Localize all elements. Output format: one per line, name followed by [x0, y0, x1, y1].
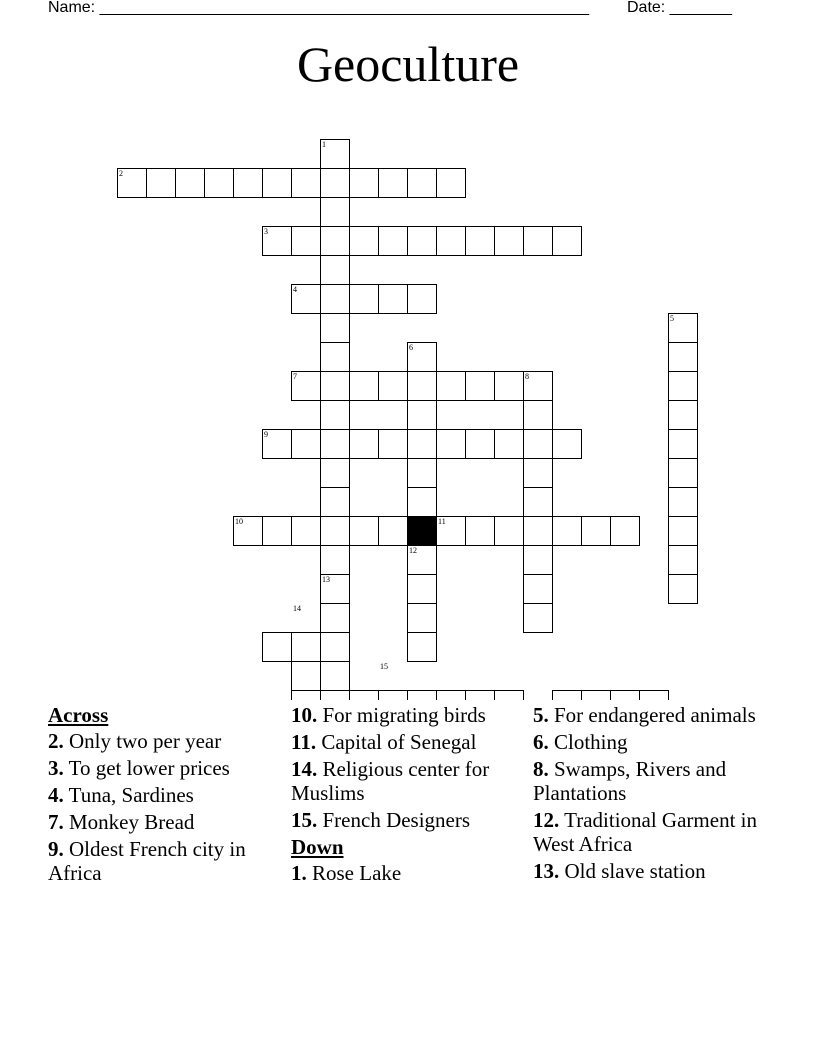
grid-cell[interactable] — [263, 169, 292, 198]
clue-across-3: 3. To get lower prices — [48, 756, 230, 780]
grid-cell[interactable] — [524, 227, 553, 256]
grid-cell[interactable] — [466, 517, 495, 546]
grid-cell[interactable] — [321, 343, 350, 372]
grid-cell[interactable] — [379, 285, 408, 314]
grid-cell[interactable] — [379, 227, 408, 256]
grid-cell[interactable] — [640, 691, 669, 701]
clue-down-5: 5. For endangered animals — [533, 703, 756, 727]
down-heading: Down — [291, 835, 344, 859]
grid-cell[interactable] — [466, 372, 495, 401]
clue-down-8: 8. Swamps, Rivers and Plantations — [533, 757, 727, 805]
grid-cell[interactable] — [350, 691, 379, 701]
clue-across-7: 7. Monkey Bread — [48, 810, 195, 834]
grid-cell[interactable] — [408, 372, 437, 401]
grid-cell[interactable] — [379, 430, 408, 459]
grid-cell[interactable] — [263, 633, 292, 662]
grid-cell[interactable] — [553, 517, 582, 546]
grid-cell[interactable] — [321, 314, 350, 343]
clue-down-12: 12. Traditional Garment in West Africa — [533, 808, 757, 856]
grid-cell[interactable] — [669, 401, 698, 430]
grid-cell[interactable] — [321, 430, 350, 459]
name-field[interactable]: Name: _______________________________________________________ — [48, 0, 589, 16]
clues-column-2 — [291, 703, 516, 888]
grid-cell[interactable] — [495, 691, 524, 701]
clues-column-1 — [48, 703, 248, 888]
clue-number-6: 6 — [409, 343, 413, 352]
clue-number-13: 13 — [322, 575, 330, 584]
grid-cell[interactable] — [524, 401, 553, 430]
grid-cell[interactable] — [321, 633, 350, 662]
grid-cell[interactable] — [350, 227, 379, 256]
grid-cell[interactable] — [205, 169, 234, 198]
grid-cell[interactable] — [379, 691, 408, 701]
grid-cell[interactable] — [669, 459, 698, 488]
clue-across-11: 11. Capital of Senegal — [291, 730, 477, 754]
grid-cell[interactable] — [408, 169, 437, 198]
grid-cell[interactable] — [321, 256, 350, 285]
grid-cell[interactable] — [147, 169, 176, 198]
date-field[interactable]: Date: _______ — [627, 0, 732, 16]
clue-number-7: 7 — [293, 372, 297, 381]
grid-cell[interactable] — [669, 546, 698, 575]
clue-number-4: 4 — [293, 285, 297, 294]
grid-cell[interactable] — [495, 430, 524, 459]
grid-cell[interactable] — [669, 575, 698, 604]
grid-cell[interactable] — [524, 517, 553, 546]
grid-cell[interactable] — [582, 517, 611, 546]
grid-cell[interactable] — [321, 372, 350, 401]
grid-cell[interactable] — [437, 372, 466, 401]
grid-cell[interactable] — [321, 198, 350, 227]
grid-cell[interactable] — [524, 430, 553, 459]
grid-cell[interactable] — [350, 372, 379, 401]
grid-cell[interactable] — [437, 691, 466, 701]
grid-cell[interactable] — [321, 401, 350, 430]
grid-cell[interactable] — [582, 691, 611, 701]
grid-cell[interactable] — [408, 575, 437, 604]
grid-cell[interactable] — [321, 546, 350, 575]
grid-cell[interactable] — [350, 169, 379, 198]
grid-cell[interactable] — [292, 430, 321, 459]
grid-cell[interactable] — [495, 517, 524, 546]
grid-cell[interactable] — [379, 517, 408, 546]
clue-across-2: 2. Only two per year — [48, 729, 222, 753]
black-cell — [408, 517, 437, 546]
clues-column-3 — [533, 703, 758, 886]
grid-cell[interactable] — [292, 169, 321, 198]
grid-cell[interactable] — [524, 575, 553, 604]
grid-cell[interactable] — [669, 372, 698, 401]
grid-cell[interactable] — [495, 227, 524, 256]
grid-cell[interactable] — [292, 662, 321, 691]
grid-cell[interactable] — [524, 604, 553, 633]
grid-cell[interactable] — [669, 517, 698, 546]
grid-cell[interactable] — [466, 430, 495, 459]
grid-cell[interactable] — [408, 488, 437, 517]
grid-cell[interactable] — [379, 169, 408, 198]
clue-down-6: 6. Clothing — [533, 730, 628, 754]
grid-cell[interactable] — [466, 227, 495, 256]
clue-number-14: 14 — [293, 604, 301, 613]
grid-cell[interactable] — [611, 517, 640, 546]
clue-down-1: 1. Rose Lake — [291, 861, 402, 885]
clue-number-11: 11 — [438, 517, 446, 526]
clue-number-5: 5 — [670, 314, 674, 323]
clue-number-10: 10 — [235, 517, 243, 526]
grid-cell[interactable] — [408, 401, 437, 430]
grid-cell[interactable] — [669, 343, 698, 372]
clue-number-15: 15 — [380, 662, 388, 671]
grid-cell[interactable] — [321, 517, 350, 546]
clue-number-8: 8 — [525, 372, 529, 381]
grid-cell[interactable] — [408, 227, 437, 256]
grid-cell[interactable] — [611, 691, 640, 701]
grid-cell[interactable] — [350, 517, 379, 546]
grid-cell[interactable] — [437, 430, 466, 459]
grid-cell[interactable] — [292, 517, 321, 546]
grid-cell[interactable] — [669, 488, 698, 517]
grid-cell[interactable] — [350, 430, 379, 459]
clue-number-3: 3 — [264, 227, 268, 236]
grid-cell[interactable] — [553, 227, 582, 256]
clue-across-9: 9. Oldest French city in Africa — [48, 837, 246, 885]
clue-across-4: 4. Tuna, Sardines — [48, 783, 194, 807]
grid-cell[interactable] — [379, 372, 408, 401]
puzzle-title: Geoculture — [296, 36, 520, 92]
grid-cell[interactable] — [321, 285, 350, 314]
grid-cell[interactable] — [524, 546, 553, 575]
clue-number-9: 9 — [264, 430, 268, 439]
across-heading: Across — [48, 703, 109, 727]
grid-cell[interactable] — [234, 169, 263, 198]
grid-cell[interactable] — [408, 459, 437, 488]
clue-down-13: 13. Old slave station — [533, 859, 706, 883]
grid-cell[interactable] — [321, 459, 350, 488]
clue-number-12: 12 — [409, 546, 417, 555]
grid-cell[interactable] — [669, 430, 698, 459]
grid-cell[interactable] — [263, 517, 292, 546]
grid-cell[interactable] — [524, 459, 553, 488]
grid-cell[interactable] — [176, 169, 205, 198]
clue-number-2: 2 — [119, 169, 123, 178]
grid-cell[interactable] — [553, 430, 582, 459]
grid-cell[interactable] — [495, 372, 524, 401]
grid-cell[interactable] — [350, 285, 379, 314]
clue-across-10: 10. For migrating birds — [291, 703, 486, 727]
grid-cell[interactable] — [321, 662, 350, 691]
grid-cell[interactable] — [408, 285, 437, 314]
grid-cell[interactable] — [321, 691, 350, 701]
grid-cell[interactable] — [321, 227, 350, 256]
grid-cell[interactable] — [321, 169, 350, 198]
grid-cell[interactable] — [524, 488, 553, 517]
grid-cell[interactable] — [437, 169, 466, 198]
grid-cell[interactable] — [321, 604, 350, 633]
grid-cell[interactable] — [292, 633, 321, 662]
clue-across-15: 15. French Designers — [291, 808, 471, 832]
grid-cell[interactable] — [466, 691, 495, 701]
grid-cell[interactable] — [408, 430, 437, 459]
grid-cell[interactable] — [553, 691, 582, 701]
grid-cell[interactable] — [292, 691, 321, 701]
grid-cell[interactable] — [408, 604, 437, 633]
grid-cell[interactable] — [408, 633, 437, 662]
grid-cell[interactable] — [321, 488, 350, 517]
grid-cell[interactable] — [292, 227, 321, 256]
clue-across-14: 14. Religious center for Muslims — [291, 757, 490, 805]
grid-cell[interactable] — [437, 227, 466, 256]
clue-number-1: 1 — [322, 140, 326, 149]
grid-cell[interactable] — [408, 691, 437, 701]
